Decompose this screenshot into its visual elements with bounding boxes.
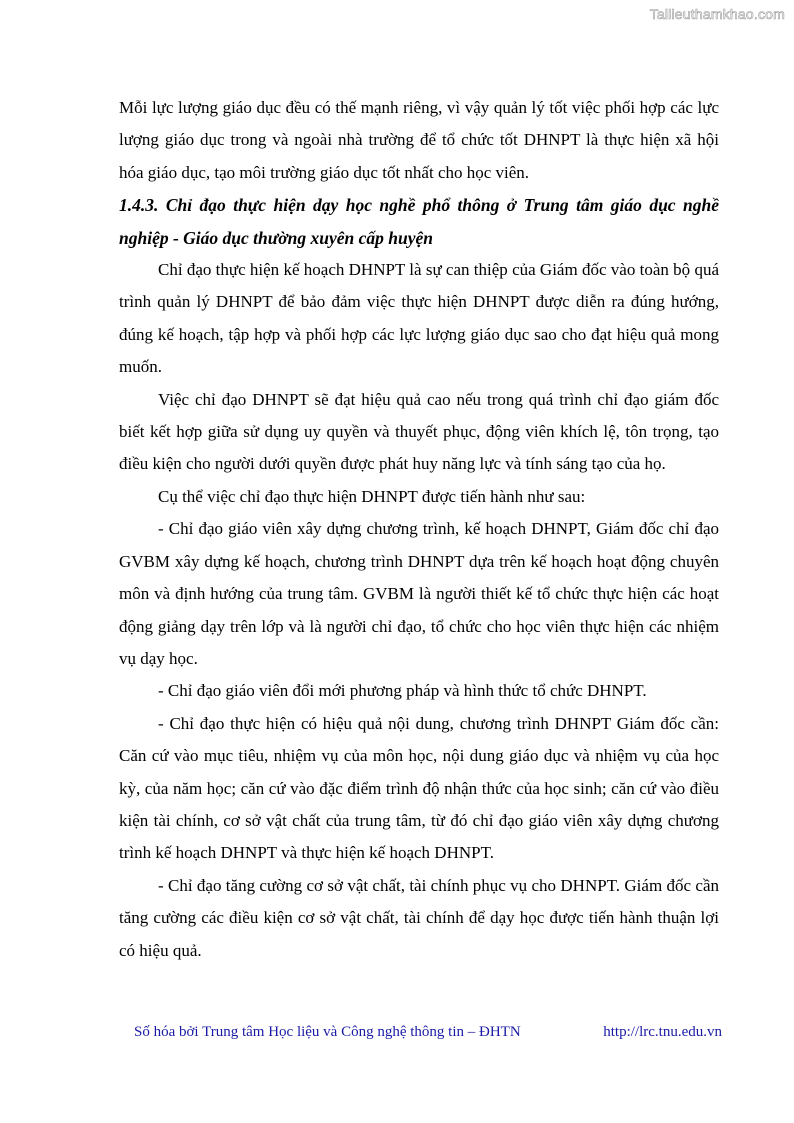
list-item-methods: - Chỉ đạo giáo viên đổi mới phương pháp và hình thức tổ chức DHNPT.: [158, 681, 647, 701]
watermark-text: Tailieuthamkhao.com: [649, 6, 785, 22]
paragraph-2: Chỉ đạo thực hiện kế hoạch DHNPT là sự can thiệp của Giám đốc vào toàn bộ quá trình quản lý DHNPT để bảo đảm việc thực hiện DHNPT được diễn ra đúng hướng, đúng kế hoạch, tập hợp và phối hợp các lực lượng giáo dục sao cho đạt hiệu quả mong muốn.: [119, 260, 719, 377]
paragraph-4: Cụ thể việc chỉ đạo thực hiện DHNPT được tiến hành như sau:: [158, 486, 586, 506]
footer-credit: Số hóa bởi Trung tâm Học liệu và Công nghệ thông tin – ĐHTN: [134, 1024, 521, 1040]
paragraph-3: Việc chỉ đạo DHNPT sẽ đạt hiệu quả cao nếu trong quá trình chỉ đạo giám đốc biết kết hợp giữa sử dụng uy quyền và thuyết phục, động viên khích lệ, tôn trọng, tạo điều kiện cho người dưới quyền được phát huy năng lực và tính sáng tạo của họ.: [119, 389, 719, 474]
list-item-curriculum: - Chỉ đạo giáo viên xây dựng chương trình, kế hoạch DHNPT, Giám đốc chỉ đạo GVBM xây dựng kế hoạch, chương trình DHNPT dựa trên kế hoạch hoạt động chuyên môn và định hướng của trung tâm. GVBM là người thiết kế tổ chức thực hiện các hoạt động giảng dạy trên lớp và là người chỉ đạo, tổ chức cho học viên thực hiện các nhiệm vụ dạy học.: [119, 519, 719, 668]
section-heading: 1.4.3. Chỉ đạo thực hiện dạy học nghề phổ thông ở Trung tâm giáo dục nghề nghiệp - Giáo dục thường xuyên cấp huyện: [119, 195, 719, 248]
footer-link[interactable]: http://lrc.tnu.edu.vn: [603, 1024, 722, 1040]
paragraph-1: Mỗi lực lượng giáo dục đều có thế mạnh riêng, vì vậy quản lý tốt việc phối hợp các lực lượng giáo dục trong và ngoài nhà trường để tổ chức tốt DHNPT là thực hiện xã hội hóa giáo dục, tạo môi trường giáo dục tốt nhất cho học viên.: [119, 98, 719, 182]
list-item-facilities: - Chỉ đạo tăng cường cơ sở vật chất, tài chính phục vụ cho DHNPT. Giám đốc cần tăng cường các điều kiện cơ sở vật chất, tài chính để dạy học được tiến hành thuận lợi có hiệu quả.: [119, 875, 719, 960]
page-body: [119, 92, 719, 967]
list-item-content: - Chỉ đạo thực hiện có hiệu quả nội dung, chương trình DHNPT Giám đốc cần: Căn cứ vào mục tiêu, nhiệm vụ của môn học, nội dung giáo dục và nhiệm vụ của học kỳ, của năm học; căn cứ vào đặc điểm trình độ nhận thức của học sinh; căn cứ vào điều kiện tài chính, cơ sở vật chất của trung tâm, từ đó chỉ đạo giáo viên xây dựng chương trình kế hoạch DHNPT và thực hiện kế hoạch DHNPT.: [119, 713, 719, 863]
